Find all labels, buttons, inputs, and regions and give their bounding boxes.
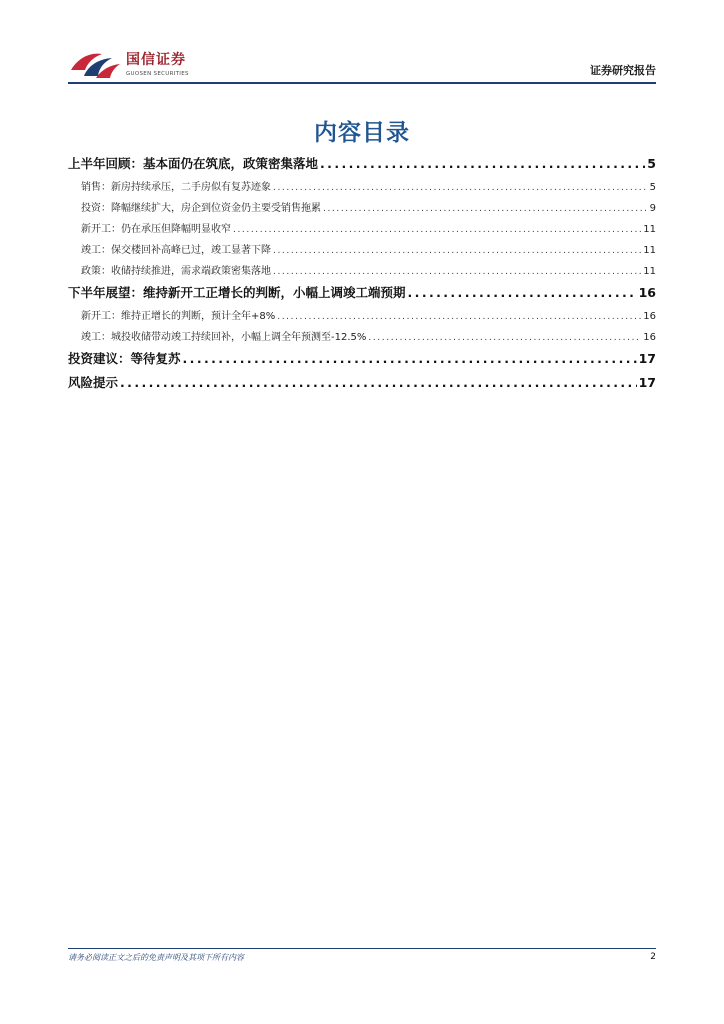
toc-entry[interactable] <box>68 329 656 350</box>
toc-leader <box>233 221 641 239</box>
toc-entry-title: 新开工：仍在承压但降幅明显收窄 <box>81 224 231 235</box>
toc-entry-title: 竣工：保交楼回补高峰已过，竣工显著下降 <box>81 245 271 256</box>
page-header <box>68 48 656 84</box>
toc-entry[interactable] <box>68 284 656 308</box>
toc-entry[interactable] <box>68 263 656 284</box>
toc-leader <box>277 308 641 326</box>
logo-english-name: GUOSEN SECURITIES <box>126 71 189 77</box>
toc-entry-title: 新开工：维持正增长的判断，预计全年+8% <box>81 311 276 322</box>
toc-entry-title: 投资建议：等待复苏 <box>68 351 181 366</box>
toc-entry-title: 投资：降幅继续扩大，房企到位资金仍主要受销售拖累 <box>81 203 321 214</box>
toc-entry-page: 5 <box>647 156 656 171</box>
toc-entry[interactable] <box>68 179 656 200</box>
toc-entry-title: 政策：收储持续推进，需求端政策密集落地 <box>81 266 271 277</box>
toc-leader <box>320 155 645 173</box>
page-number: 2 <box>650 952 656 962</box>
toc-entry-page: 16 <box>643 311 656 322</box>
toc-leader <box>273 242 641 260</box>
toc-entry-page: 11 <box>643 224 656 235</box>
toc-leader <box>120 374 637 392</box>
guosen-logo <box>68 48 189 82</box>
logo-chinese-name: 国信证券 <box>126 52 186 68</box>
header-divider <box>68 82 656 84</box>
table-of-contents <box>68 155 656 398</box>
toc-leader <box>183 350 637 368</box>
footer-divider <box>68 948 656 949</box>
guosen-logo-icon <box>68 48 122 82</box>
toc-entry[interactable] <box>68 350 656 374</box>
toc-entry-page: 16 <box>643 332 656 343</box>
toc-entry[interactable] <box>68 221 656 242</box>
toc-entry-title: 下半年展望：维持新开工正增长的判断，小幅上调竣工端预期 <box>68 285 406 300</box>
toc-entry-page: 11 <box>643 266 656 277</box>
toc-entry[interactable] <box>68 308 656 329</box>
toc-entry-page: 9 <box>649 203 656 214</box>
toc-title: 内容目录 <box>314 120 410 146</box>
toc-entry[interactable] <box>68 374 656 398</box>
toc-entry-page: 17 <box>638 375 656 390</box>
toc-leader <box>408 284 637 302</box>
toc-entry-title: 竣工：城投收储带动竣工持续回补，小幅上调全年预测至-12.5% <box>81 332 367 343</box>
toc-entry[interactable] <box>68 155 656 179</box>
toc-leader <box>273 263 641 281</box>
toc-leader <box>273 179 648 197</box>
toc-leader <box>368 329 641 347</box>
toc-entry[interactable] <box>68 242 656 263</box>
toc-entry-title: 销售：新房持续承压，二手房似有复苏迹象 <box>81 182 271 193</box>
toc-entry[interactable] <box>68 200 656 221</box>
toc-entry-title: 上半年回顾：基本面仍在筑底，政策密集落地 <box>68 156 319 171</box>
toc-entry-page: 17 <box>638 351 656 366</box>
toc-leader <box>323 200 648 218</box>
toc-entry-page: 11 <box>643 245 656 256</box>
toc-entry-page: 16 <box>638 285 656 300</box>
toc-entry-page: 5 <box>649 182 656 193</box>
toc-entry-title: 风险提示 <box>68 375 119 390</box>
report-type-label: 证券研究报告 <box>590 64 656 77</box>
footer-disclaimer: 请务必阅读正文之后的免责声明及其项下所有内容 <box>68 953 244 962</box>
